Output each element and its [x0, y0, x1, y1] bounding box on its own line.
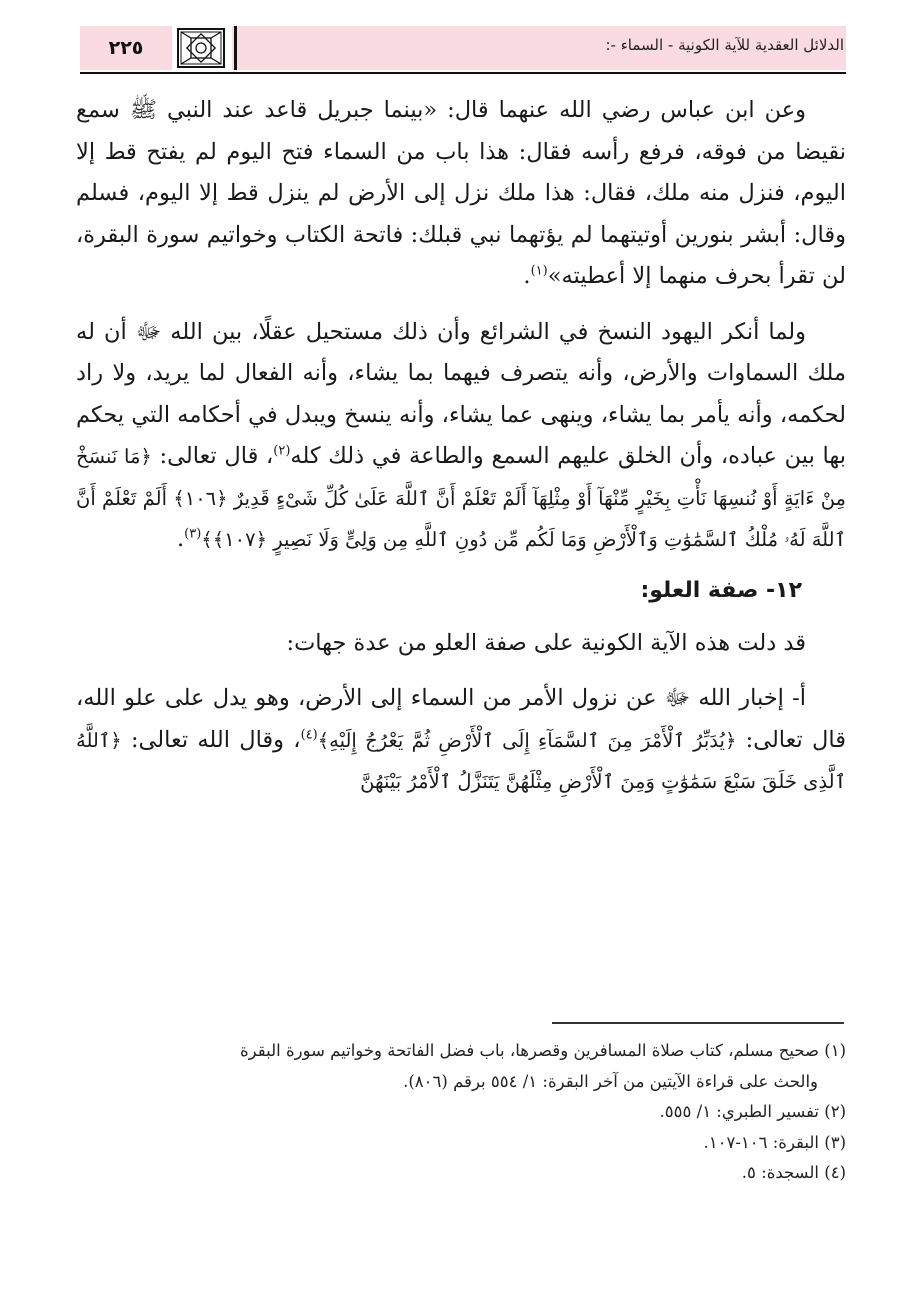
footnote-text: صحيح مسلم، كتاب صلاة المسافرين وقصرها، باب فضل الفاتحة وخواتيم سورة البقرة	[240, 1041, 819, 1060]
running-header	[80, 26, 846, 74]
footnote-item	[76, 1097, 846, 1128]
geometric-rosette-icon	[177, 28, 225, 68]
paragraph-text: ولما أنكر اليهود النسخ في الشرائع وأن ذلك مستحيل عقلًا، بين الله ﷻ أن له ملك السماوات والأرض، وأنه يتصرف فيهما بما يشاء، وأنه الفعال لما يريد، ولا راد لحكمه، وأنه يأمر بما يشاء، وينهى عما يشاء، وأنه ينسخ ويبدل في أحكامه التي يحكم بها بين عباده، وأن الخلق عليهم السمع والطاعة في ذلك كله	[76, 318, 847, 469]
header-title: الدلائل العقدية للآية الكونية - السماء -:	[605, 36, 844, 54]
quran-verse: ﴿مَا نَنسَخْ مِنْ ءَايَةٍ أَوْ نُنسِهَا نَأْتِ بِخَيْرٍ مِّنْهَآ أَوْ مِثْلِهَآ أَلَمْ تَعْلَمْ أَنَّ ٱللَّهَ عَلَىٰ كُلِّ شَىْءٍ قَدِيرٌ ﴿١٠٦﴾ أَلَمْ تَعْلَمْ أَنَّ ٱللَّهَ لَهُۥ مُلْكُ ٱلسَّمَٰوَٰتِ وَٱلْأَرْضِ وَمَا لَكُم مِّن دُونِ ٱللَّهِ مِن وَلِىٍّ وَلَا نَصِيرٍ ﴿١٠٧﴾﴾	[76, 445, 846, 551]
footnote-ref[interactable]: (٢)	[273, 443, 291, 459]
footnote-ref[interactable]: (٤)	[300, 727, 318, 742]
section-heading: ١٢- صفة العلو:	[640, 577, 802, 603]
header-rule	[80, 72, 846, 74]
footnote-label: (٢)	[824, 1102, 846, 1121]
footnote-text: والحث على قراءة الآيتين من آخر البقرة: ١/ ٥٥٤ برقم (٨٠٦).	[403, 1071, 818, 1091]
paragraph-hadith: وعن ابن عباس رضي الله عنهما قال: «بينما جبريل قاعد عند النبي ﷺ سمع نقيضا من فوقه، فرفع رأسه فقال: هذا باب من السماء فتح اليوم لم يفتح قط إلا اليوم، فنزل منه ملك، فقال: هذا ملك نزل إلى الأرض لم ينزل قط إلا اليوم، فسلم وقال: أبشر بنورين أوتيتهما لم يؤتهما نبي قبلك: فاتحة الكتاب وخواتيم سورة البقرة، لن تقرأ بحرف منهما إلا أعطيته»$^{(١)}$.	[76, 97, 846, 289]
footnotes	[76, 1036, 846, 1189]
paragraph-text: أ- إخبار الله ﷻ عن نزول الأمر من السماء إلى الأرض، وهو يدل على علو الله، قال تعالى:	[76, 685, 846, 753]
main-text	[76, 90, 846, 803]
footnote-text: السجدة: ٥.	[741, 1163, 819, 1182]
footnote-text: تفسير الطبري: ١/ ٥٥٥.	[659, 1102, 819, 1121]
paragraph-text: وعن ابن عباس رضي الله عنهما قال: «بينما جبريل قاعد عند النبي ﷺ سمع نقيضا من فوقه، فرفع رأسه فقال: هذا باب من السماء فتح اليوم لم يفتح قط إلا اليوم، فنزل منه ملك، فقال: هذا ملك نزل إلى الأرض لم ينزل قط إلا اليوم، فسلم وقال: أبشر بنورين أوتيتهما لم يؤتهما نبي قبلك: فاتحة الكتاب وخواتيم سورة البقرة، لن تقرأ بحرف منهما إلا أعطيته»	[76, 97, 846, 289]
footnote-item	[76, 1036, 846, 1097]
footnote-text: البقرة: ١٠٦-١٠٧.	[703, 1132, 819, 1152]
paragraph-text: ، وقال الله تعالى:	[121, 726, 301, 753]
footnote-label: (٣)	[824, 1132, 846, 1152]
footnote-label: (٤)	[824, 1163, 846, 1182]
footnote-separator	[552, 1022, 844, 1024]
footnote-ref[interactable]: (٣)	[184, 526, 202, 542]
page-number: ٢٢٥	[80, 26, 172, 70]
footnote-ref[interactable]: (١)	[530, 263, 548, 279]
footnote-item	[76, 1128, 846, 1159]
paragraph-naskh: ولما أنكر اليهود النسخ في الشرائع وأن ذلك مستحيل عقلًا، بين الله ﷻ أن له ملك السماوات والأرض، وأنه يتصرف فيهما بما يشاء، وأنه الفعال لما يريد، ولا راد لحكمه، وأنه يأمر بما يشاء، وينهى عما يشاء، وأنه ينسخ ويبدل في أحكامه التي يحكم بها بين عباده، وأن الخلق عليهم السمع والطاعة في ذلك كله$^{(٢)}$، قال تعالى: ﴿مَا نَنسَخْ مِنْ ءَايَةٍ أَوْ نُنسِهَا نَأْتِ بِخَيْرٍ مِّنْهَآ أَوْ مِثْلِهَآ أَلَمْ تَعْلَمْ أَنَّ ٱللَّهَ عَلَىٰ كُلِّ شَىْءٍ قَدِيرٌ ﴿١٠٦﴾ أَلَمْ تَعْلَمْ أَنَّ ٱللَّهَ لَهُۥ مُلْكُ ٱلسَّمَٰوَٰتِ وَٱلْأَرْضِ وَمَا لَكُم مِّن دُونِ ٱللَّهِ مِن وَلِىٍّ وَلَا نَصِيرٍ ﴿١٠٧﴾﴾$^{(٣)}$.	[76, 318, 847, 552]
quran-verse: ﴿يُدَبِّرُ ٱلْأَمْرَ مِنَ ٱلسَّمَآءِ إِلَى ٱلْأَرْضِ ثُمَّ يَعْرُجُ إِلَيْهِ﴾	[317, 728, 737, 752]
paragraph-point-a	[76, 678, 846, 803]
paragraph-intro: قد دلت هذه الآية الكونية على صفة العلو من عدة جهات:	[286, 629, 806, 656]
header-divider	[234, 26, 237, 70]
footnote-label: (١)	[824, 1041, 846, 1060]
header-band	[232, 26, 846, 70]
quran-verse: ﴿ٱللَّهُ ٱلَّذِى خَلَقَ سَبْعَ سَمَٰوَٰتٍ وَمِنَ ٱلْأَرْضِ مِثْلَهُنَّ يَتَنَزَّلُ ٱلْأَمْرُ بَيْنَهُنَّ	[76, 728, 846, 793]
footnote-item	[76, 1158, 846, 1189]
paragraph-text: ، قال تعالى:	[151, 443, 274, 469]
